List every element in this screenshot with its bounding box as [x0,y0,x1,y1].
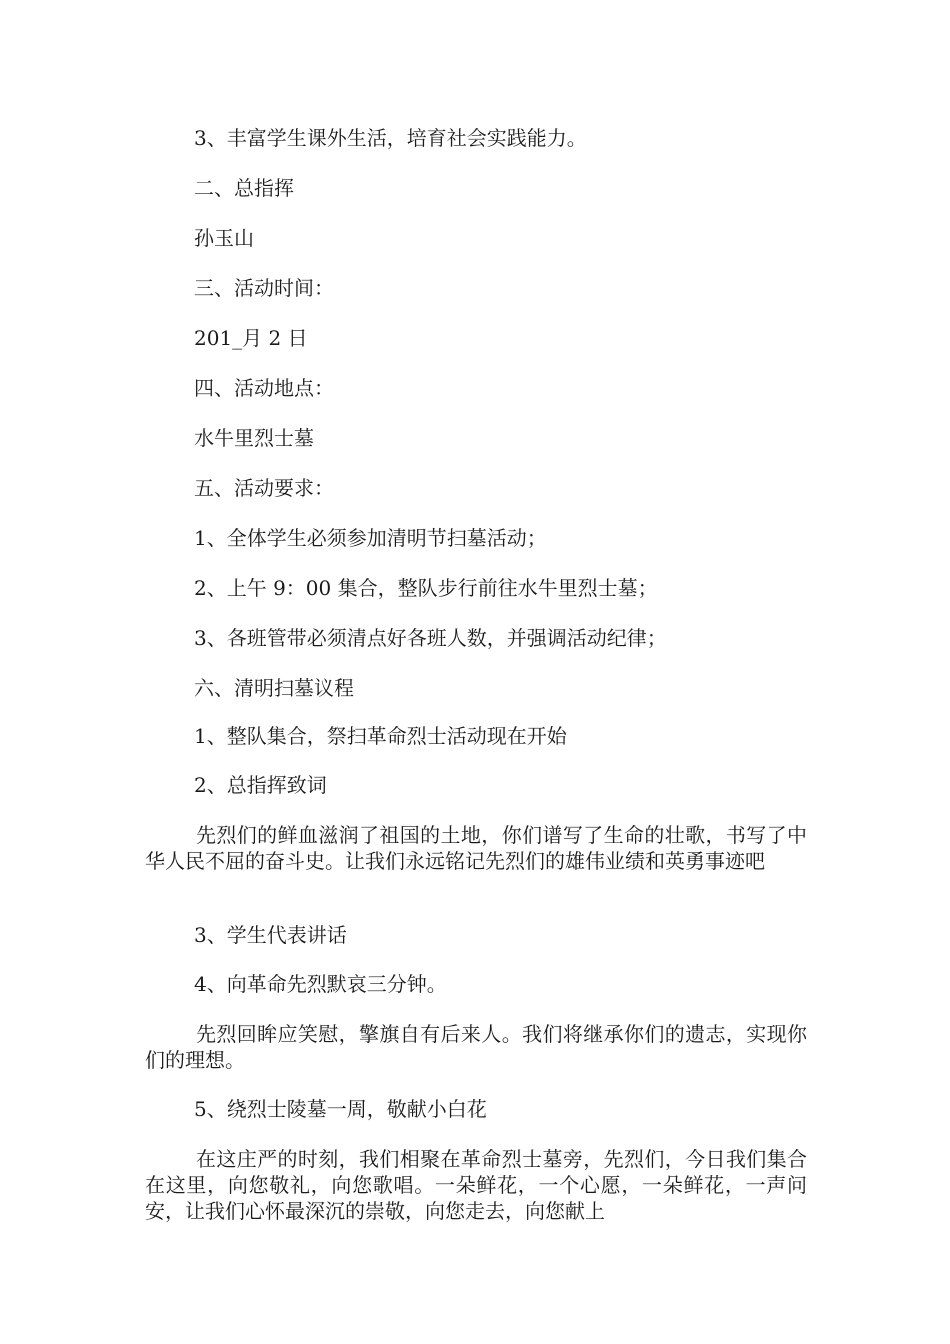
goal-item-3: 3、丰富学生课外生活，培育社会实践能力。 [194,126,587,150]
commander-name: 孙玉山 [194,226,254,250]
requirement-item-3: 3、各班管带必须清点好各班人数，并强调活动纪律； [194,626,667,650]
agenda-item-4: 4、向革命先烈默哀三分钟。 [194,972,447,996]
section-heading-requirements: 五、活动要求： [194,476,334,500]
agenda-item-3: 3、学生代表讲话 [194,923,347,947]
section-heading-time: 三、活动时间： [194,276,334,300]
section-heading-agenda: 六、清明扫墓议程 [194,676,354,700]
section-heading-commander: 二、总指挥 [194,176,294,200]
agenda-item-1: 1、整队集合，祭扫革命烈士活动现在开始 [194,724,567,748]
section-heading-location: 四、活动地点： [194,376,334,400]
activity-location: 水牛里烈士墓 [194,426,314,450]
requirement-item-1: 1、全体学生必须参加清明节扫墓活动； [194,526,547,550]
speech-paragraph-3: 在这庄严的时刻，我们相聚在革命烈士墓旁，先烈们，今日我们集合在这里，向您敬礼，向您歌唱。一朵鲜花，一个心愿，一朵鲜花，一声问安，让我们心怀最深沉的崇敬，向您走去，向您献上 [145,1147,807,1223]
speech-paragraph-1: 先烈们的鲜血滋润了祖国的土地，你们谱写了生命的壮歌，书写了中华人民不屈的奋斗史。让我们永远铭记先烈们的雄伟业绩和英勇事迹吧 [145,823,807,873]
speech-paragraph-2: 先烈回眸应笑慰，擎旗自有后来人。我们将继承你们的遗志，实现你们的理想。 [145,1022,807,1072]
activity-date: 201_月 2 日 [194,326,308,350]
agenda-item-5: 5、绕烈士陵墓一周，敬献小白花 [194,1097,487,1121]
agenda-item-2: 2、总指挥致词 [194,773,327,797]
requirement-item-2: 2、上午 9：00 集合，整队步行前往水牛里烈士墓； [194,576,658,600]
